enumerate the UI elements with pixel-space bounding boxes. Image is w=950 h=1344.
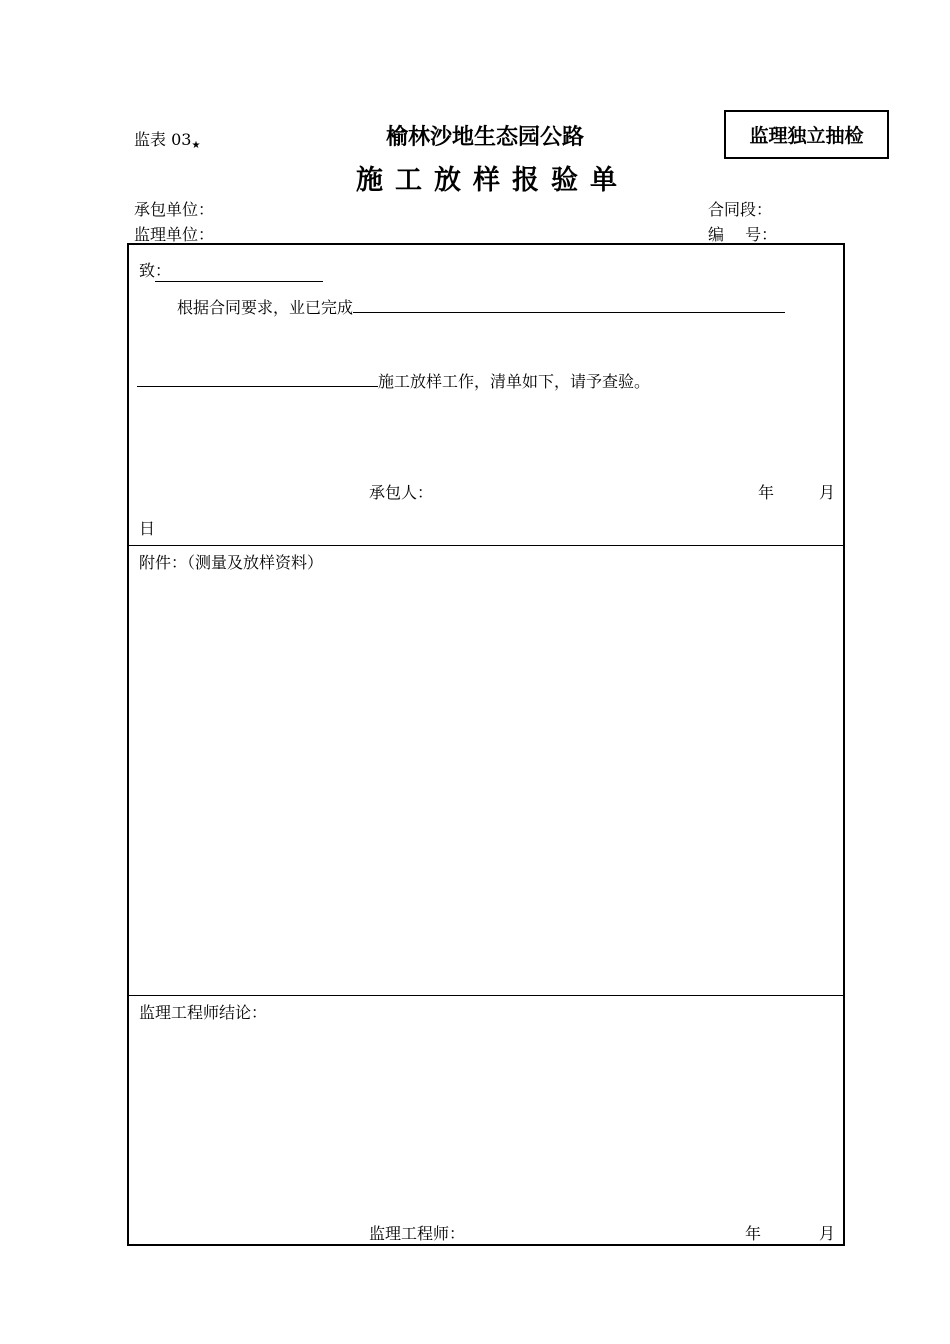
supervisor-field-label: 监理单位： (134, 225, 215, 244)
form-code-text: 监表 03 (134, 130, 192, 149)
contractor-sign-label: 承包人： (369, 483, 434, 502)
inspection-stamp-box (724, 110, 889, 159)
document-title: 施工放样报验单 (356, 165, 629, 196)
work-text: 施工放样工作，清单如下，请予查验。 (378, 372, 651, 391)
project-title: 榆林沙地生态园公路 (386, 125, 585, 150)
intro-text: 根据合同要求，业已完成 (177, 298, 354, 317)
star-mark: ★ (191, 140, 201, 151)
conclusion-month-label: 月 (819, 1224, 836, 1243)
conclusion-year-label: 年 (745, 1224, 762, 1243)
request-section (129, 245, 843, 546)
attachment-section (129, 546, 843, 996)
contract-section-field-label: 合同段： (708, 200, 773, 219)
month-label: 月 (819, 483, 836, 502)
addressee-blank[interactable] (155, 258, 323, 282)
inspection-stamp-label: 监理独立抽检 (749, 125, 864, 147)
conclusion-section (129, 996, 843, 1246)
addressee-colon: ： (155, 261, 172, 280)
form-code (134, 127, 200, 151)
number-field-label: 编 号： (708, 225, 778, 244)
work-row (137, 368, 650, 392)
intro-row (177, 294, 785, 318)
day-label: 日 (139, 519, 156, 538)
completed-work-blank[interactable] (353, 294, 785, 313)
form-table (127, 243, 845, 1246)
addressee-label: 致 (139, 261, 156, 280)
addressee-row (139, 258, 323, 282)
attachment-label: 附件：（测量及放样资料） (139, 553, 324, 572)
conclusion-label: 监理工程师结论： (139, 1003, 268, 1022)
engineer-sign-label: 监理工程师： (369, 1224, 466, 1243)
year-label: 年 (758, 483, 775, 502)
contractor-field-label: 承包单位： (134, 200, 215, 219)
work-item-blank[interactable] (137, 368, 378, 387)
